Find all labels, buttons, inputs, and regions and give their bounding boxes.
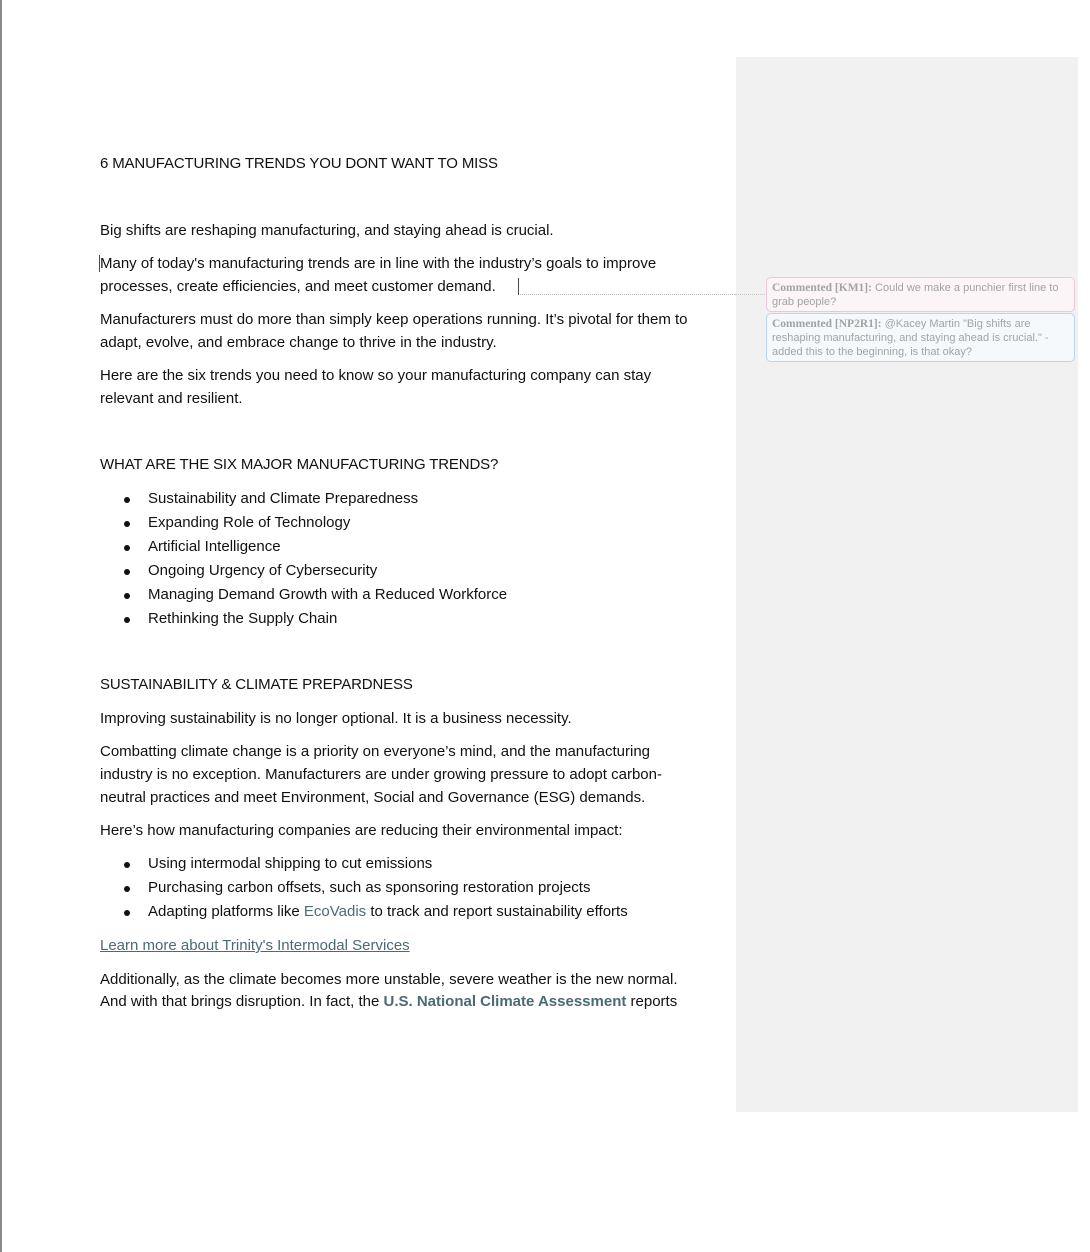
paragraph-5-line-2: industry is no exception. Manufacturers are under growing pressure to adopt carbon- bbox=[100, 766, 662, 783]
comment-range-start-marker bbox=[99, 255, 100, 272]
comment-pane bbox=[736, 57, 1078, 1112]
bullet-icon bbox=[124, 862, 130, 868]
intro-line: Big shifts are reshaping manufacturing, and staying ahead is crucial. bbox=[100, 222, 554, 239]
comment-km1-text: Could we make a punchier first line to grab people? bbox=[772, 282, 1059, 308]
bullet-icon bbox=[124, 497, 130, 503]
learn-more-link[interactable]: Learn more about Trinity's Intermodal Services bbox=[100, 937, 410, 954]
section-heading-trends: WHAT ARE THE SIX MAJOR MANUFACTURING TRENDS? bbox=[100, 456, 499, 473]
comment-km1[interactable] bbox=[766, 277, 1075, 312]
paragraph-2-line-2: adapt, evolve, and embrace change to thrive in the industry. bbox=[100, 334, 497, 351]
bullet-icon bbox=[124, 910, 130, 916]
bullet-icon bbox=[124, 569, 130, 575]
paragraph-4: Improving sustainability is no longer optional. It is a business necessity. bbox=[100, 710, 572, 727]
comment-km1-tag: Commented [KM1]: bbox=[772, 282, 872, 294]
list-item: Adapting platforms like EcoVadis to track and report sustainability efforts bbox=[100, 900, 628, 924]
ecovadis-link[interactable]: EcoVadis bbox=[303, 903, 367, 920]
list-item: Rethinking the Supply Chain bbox=[100, 607, 507, 631]
impact-list bbox=[100, 852, 628, 924]
paragraph-7-line-1: Additionally, as the climate becomes more unstable, severe weather is the new normal. bbox=[100, 971, 678, 988]
comment-np2r1-tag: Commented [NP2R1]: bbox=[772, 318, 882, 330]
paragraph-3-line-1: Here are the six trends you need to know so your manufacturing company can stay bbox=[100, 367, 652, 384]
bullet-icon bbox=[124, 593, 130, 599]
section-heading-sustainability: SUSTAINABILITY & CLIMATE PREPARDNESS bbox=[100, 676, 413, 693]
paragraph-1-line-2: processes, create efficiencies, and meet customer demand. bbox=[100, 278, 496, 295]
paragraph-5-line-3: neutral practices and meet Environment, Social and Governance (ESG) demands. bbox=[100, 789, 646, 806]
list-item: Expanding Role of Technology bbox=[100, 511, 507, 535]
paragraph-1-line-1: Many of today's manufacturing trends are in line with the industry’s goals to improve bbox=[100, 255, 657, 272]
paragraph-6: Here’s how manufacturing companies are reducing their environmental impact: bbox=[100, 822, 623, 839]
document-title: 6 MANUFACTURING TRENDS YOU DONT WANT TO MISS bbox=[100, 155, 498, 172]
list-item: Using intermodal shipping to cut emissions bbox=[100, 852, 628, 876]
trends-list bbox=[100, 487, 507, 631]
paragraph-7-line-2: And with that brings disruption. In fact, the U.S. National Climate Assessment reports bbox=[100, 993, 678, 1010]
list-item: Purchasing carbon offsets, such as sponsoring restoration projects bbox=[100, 876, 628, 900]
bullet-icon bbox=[124, 521, 130, 527]
bullet-icon bbox=[124, 886, 130, 892]
comment-np2r1[interactable] bbox=[766, 313, 1075, 362]
comment-range-end-marker bbox=[518, 278, 519, 295]
bullet-icon bbox=[124, 617, 130, 623]
climate-assessment-link[interactable]: U.S. National Climate Assessment bbox=[383, 993, 627, 1010]
list-item: Artificial Intelligence bbox=[100, 535, 507, 559]
comment-anchor-line bbox=[520, 294, 735, 295]
page-left-edge bbox=[0, 0, 2, 1252]
list-item: Ongoing Urgency of Cybersecurity bbox=[100, 559, 507, 583]
comment-anchor-line-pane bbox=[735, 294, 767, 295]
bullet-icon bbox=[124, 545, 130, 551]
paragraph-2-line-1: Manufacturers must do more than simply keep operations running. It’s pivotal for them to bbox=[100, 311, 688, 328]
comment-np2r1-text: @Kacey Martin "Big shifts are reshaping manufacturing, and staying ahead is crucial." - added this to the beginning, is that okay? bbox=[772, 318, 1049, 358]
paragraph-5-line-1: Combatting climate change is a priority on everyone’s mind, and the manufacturing bbox=[100, 743, 651, 760]
list-item: Managing Demand Growth with a Reduced Workforce bbox=[100, 583, 507, 607]
list-item: Sustainability and Climate Preparedness bbox=[100, 487, 507, 511]
paragraph-3-line-2: relevant and resilient. bbox=[100, 390, 243, 407]
learn-more-paragraph bbox=[100, 934, 410, 957]
